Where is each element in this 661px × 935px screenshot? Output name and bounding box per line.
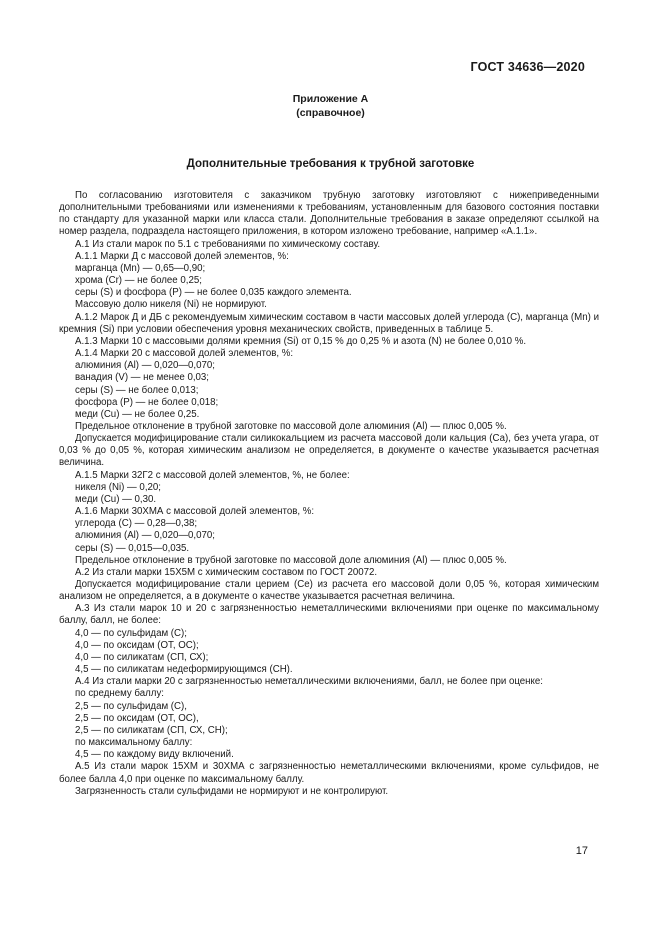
section-title: Дополнительные требования к трубной заготовке bbox=[186, 158, 475, 170]
paragraph: 4,5 — по силикатам недеформирующимся (СН). bbox=[75, 664, 293, 676]
paragraph: По согласованию изготовителя с заказчиком трубную заготовку изготовляют с нижеприведенными дополнительными требованиями или изменениями к требованиям, установленным для базового состояния поставки по стандарту для указанной марки или класса стали. Дополнительные требования в заказе определяют ссылкой на номер раздела, подраздела настоящего приложения, в котором изложено требование, например «А.1.1». bbox=[59, 190, 599, 238]
paragraph: А.1.2 Марок Д и ДБ с рекомендуемым химическим составом в части массовых долей углерода (С), марганца (Mn) и кремния (Si) при условии обеспечения уровня механических свойств, приведенных в таблице 5. bbox=[59, 311, 599, 335]
paragraph: А.1 Из стали марок по 5.1 с требованиями по химическому составу. bbox=[75, 238, 381, 250]
paragraph: хрома (Cr) — не более 0,25; bbox=[75, 275, 202, 287]
paragraph: А.1.3 Марки 10 с массовыми долями кремния (Si) от 0,15 % до 0,25 % и азота (N) не более 0,010 %. bbox=[75, 335, 527, 347]
paragraph: алюминия (Al) — 0,020—0,070; bbox=[75, 360, 215, 372]
paragraph: 2,5 — по оксидам (ОТ, ОС), bbox=[75, 712, 199, 724]
paragraph: по максимальному баллу: bbox=[75, 737, 193, 749]
paragraph: 4,5 — по каждому виду включений. bbox=[75, 749, 234, 761]
paragraph: А.3 Из стали марок 10 и 20 с загрязненностью неметаллическими включениями при оценке по максимальному баллу, балл, не более: bbox=[59, 603, 599, 627]
paragraph: А.2 Из стали марки 15Х5М с химическим составом по ГОСТ 20072. bbox=[75, 566, 378, 578]
paragraph: 4,0 — по сульфидам (С); bbox=[75, 627, 187, 639]
paragraph: А.1.6 Марки 30ХМА с массовой долей элементов, %: bbox=[75, 506, 315, 518]
paragraph: фосфора (Р) — не более 0,018; bbox=[75, 396, 219, 408]
paragraph: ванадия (V) — не менее 0,03; bbox=[75, 372, 209, 384]
standard-code: ГОСТ 34636—2020 bbox=[470, 60, 585, 74]
paragraph: А.1.5 Марки 32Г2 с массовой долей элементов, %, не более: bbox=[75, 469, 350, 481]
paragraph: Предельное отклонение в трубной заготовке по массовой доле алюминия (Al) — плюс 0,005 %. bbox=[75, 420, 507, 432]
appendix-subtitle: (справочное) bbox=[296, 107, 365, 119]
paragraph: А.1.4 Марки 20 с массовой долей элементов, %: bbox=[75, 348, 294, 360]
paragraph: 4,0 — по оксидам (ОТ, ОС); bbox=[75, 639, 199, 651]
paragraph: углерода (С) — 0,28—0,38; bbox=[75, 518, 198, 530]
paragraph: меди (Cu) — 0,30. bbox=[75, 493, 157, 505]
paragraph: 4,0 — по силикатам (СП, СХ); bbox=[75, 651, 209, 663]
page-number: 17 bbox=[575, 845, 588, 857]
paragraph: меди (Cu) — не более 0,25. bbox=[75, 408, 200, 420]
appendix-title: Приложение А bbox=[292, 93, 369, 105]
paragraph: серы (S) — не более 0,013; bbox=[75, 384, 199, 396]
paragraph: А.4 Из стали марки 20 с загрязненностью неметаллическими включениями, балл, не более при оценке: bbox=[75, 676, 543, 688]
paragraph: марганца (Mn) — 0,65—0,90; bbox=[75, 262, 206, 274]
paragraph: А.1.1 Марки Д с массовой долей элементов, %: bbox=[75, 250, 289, 262]
document-body bbox=[59, 190, 599, 798]
paragraph: Допускается модифицирование стали силикокальцием из расчета массовой доли кальция (Са), без учета угара, от 0,03 % до 0,05 %, которая химическим анализом не определяется, в документе о качестве указывается расчетная величина. bbox=[59, 433, 599, 469]
paragraph: 2,5 — по сульфидам (С), bbox=[75, 700, 187, 712]
appendix-heading bbox=[0, 92, 661, 120]
paragraph: Массовую долю никеля (Ni) не нормируют. bbox=[75, 299, 267, 311]
paragraph: никеля (Ni) — 0,20; bbox=[75, 481, 161, 493]
paragraph: А.5 Из стали марок 15ХМ и 30ХМА с загрязненностью неметаллическими включениями, кроме сульфидов, не более балла 4,0 при оценке по максимальному баллу. bbox=[59, 761, 599, 785]
paragraph: алюминия (Al) — 0,020—0,070; bbox=[75, 530, 215, 542]
paragraph: серы (S) — 0,015—0,035. bbox=[75, 542, 190, 554]
paragraph: Предельное отклонение в трубной заготовке по массовой доле алюминия (Al) — плюс 0,005 %. bbox=[75, 554, 507, 566]
paragraph: по среднему баллу: bbox=[75, 688, 164, 700]
paragraph: Загрязненность стали сульфидами не нормируют и не контролируют. bbox=[75, 785, 389, 797]
paragraph: Допускается модифицирование стали церием (Се) из расчета его массовой доли 0,05 %, которая химическим анализом не определяется, а в документе о качестве указывается расчетная величина. bbox=[59, 579, 599, 603]
paragraph: серы (S) и фосфора (Р) — не более 0,035 каждого элемента. bbox=[75, 287, 352, 299]
paragraph: 2,5 — по силикатам (СП, СХ, СН); bbox=[75, 724, 228, 736]
